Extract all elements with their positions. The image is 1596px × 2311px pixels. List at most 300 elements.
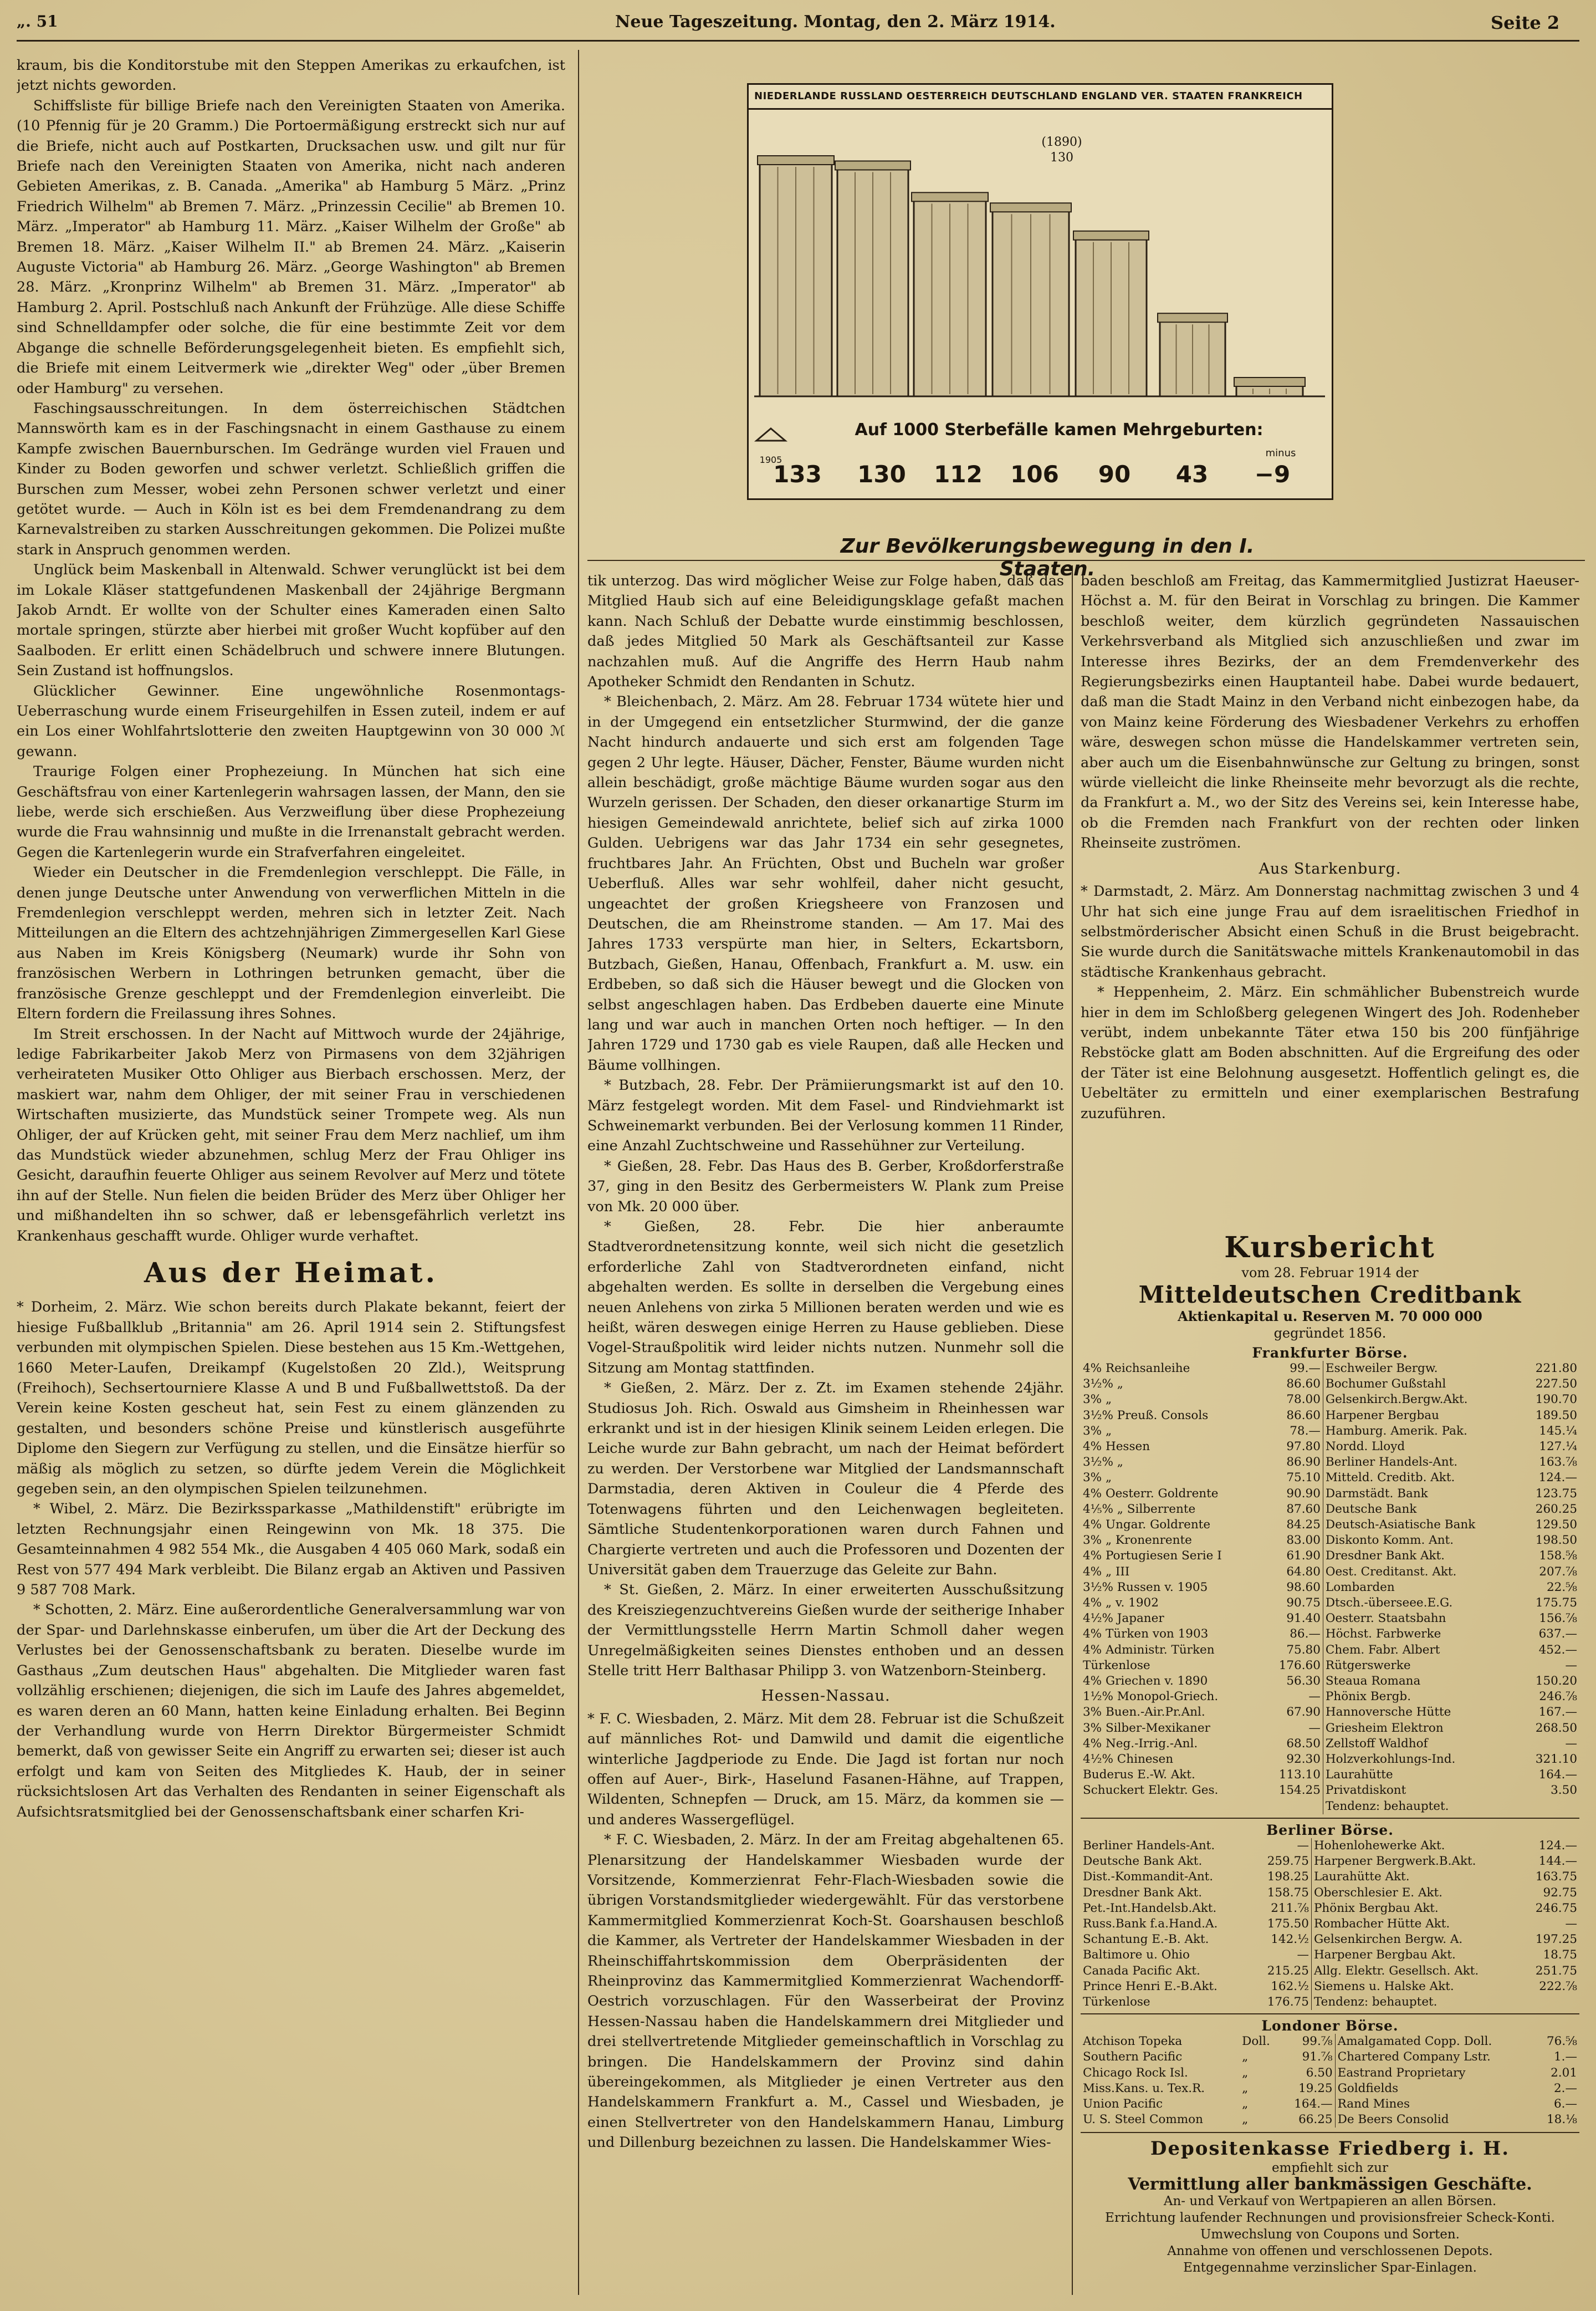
quote-name: 4% Neg.-Irrig.-Anl. (1083, 1736, 1198, 1751)
article-paragraph: * Butzbach, 28. Febr. Der Prämiierungsmarkt ist auf den 10. März festgelegt worden. Mit dem Fasel- und Rindviehmarkt ist Schweinemarkt verbunden. Bei der Verlosung kommen 11 Rinder, eine Anzahl Zuchtschweine und Rassehühner zur Verteilung. (587, 1077, 1064, 1155)
quote-row (1081, 1517, 1579, 1533)
quote-row (1081, 1408, 1579, 1424)
quote-value: 124.— (1538, 1838, 1577, 1853)
quote-value: 215.25 (1254, 1963, 1311, 1979)
column-2 (587, 571, 1064, 2295)
quote-name: 3½% „ (1083, 1377, 1123, 1391)
quote-value: 198.50 (1535, 1533, 1577, 1548)
quote-name: Phönix Bergbau Akt. (1313, 1901, 1439, 1915)
quote-row (1081, 1376, 1579, 1392)
quote-name: Baltimore u. Ohio (1083, 1948, 1190, 1962)
quote-name: Pet.-Int.Handelsb.Akt. (1083, 1901, 1217, 1915)
quote-name: Steaua Romana (1325, 1674, 1421, 1688)
article-paragraph: Traurige Folgen einer Prophezeiung. In München hat sich eine Geschäftsfrau von einer Kartenlegerin wahrsagen lassen, der Mann, den sie liebe, werde sich erschießen. Aus Verzweiflung über diese Prophezeiung wurde die Frau wahnsinnig und mußte in die Irrenanstalt gebracht werden. Gegen die Kartenlegerin wurde ein Strafverfahren eingeleitet. (17, 763, 565, 861)
quote-name: Prince Henri E.-B.Akt. (1083, 1979, 1218, 1993)
quote-value: 92.30 (1264, 1752, 1323, 1767)
divider (1081, 2132, 1579, 2133)
hessen-nassau-articles (587, 1709, 1064, 2153)
quote-name: Russ.Bank f.a.Hand.A. (1083, 1916, 1218, 1931)
column-1 (17, 55, 565, 2300)
quote-row (1081, 1705, 1579, 1720)
depositenkasse-line: Errichtung laufender Rechnungen und provisionsfreier Scheck-Konti. (1105, 2211, 1555, 2226)
quote-value: 176.75 (1254, 1994, 1311, 2010)
quote-row (1081, 1869, 1579, 1885)
quote-value: 99.— (1264, 1361, 1323, 1376)
chart-caption: Zur Bevölkerungsbewegung in den I. Staaten. (840, 535, 1255, 580)
quote-row (1081, 1838, 1579, 1854)
quote-value: 61.90 (1264, 1548, 1323, 1564)
quote-name: Gelsenkirchen Bergw. A. (1313, 1932, 1463, 1947)
quote-name: Berliner Handels-Ant. (1325, 1455, 1458, 1470)
quote-value: 1.— (1553, 2050, 1577, 2064)
quote-name: Doll. (1242, 2034, 1270, 2049)
quote-name: 3% Buen.-Air.Pr.Anl. (1083, 1705, 1205, 1720)
quote-value: 163.75 (1535, 1870, 1577, 1884)
quote-name: Deutsch-Asiatische Bank (1325, 1518, 1476, 1532)
quote-name: Mitteld. Creditb. Akt. (1325, 1471, 1455, 1485)
quote-name: Tendenz: behauptet. (1313, 1994, 1438, 2009)
divider (1081, 2013, 1579, 2014)
quote-name: Union Pacific (1083, 2096, 1163, 2111)
quote-name: Diskonto Komm. Ant. (1325, 1533, 1454, 1548)
article-paragraph: Wieder ein Deutscher in die Fremdenlegion verschleppt. Die Fälle, in denen junge Deutsche unter Anwendung von verwerflichen Mitteln in die Fremdenlegion verschleppt werden, mehren sich in letzter Zeit. Nach Mitteilungen an die Eltern des achtzehnjährigen Zimmergesellen Karl Giese aus Naben im Kreis Königsberg (Neumark) wurde ihr Sohn von französischen Werbern in Lothringen betrunken gemacht, über die französische Grenze geschleppt und der Fremdenlegion einverleibt. Die Eltern fordern die Freilassung ihres Sohnes. (17, 864, 565, 1023)
depositenkasse-title: Depositenkasse Friedberg i. H. (1150, 2137, 1510, 2160)
quote-value: 75.10 (1264, 1470, 1323, 1486)
chart-bar-deutschland (990, 203, 1071, 396)
quote-value: 91.40 (1264, 1611, 1323, 1626)
newspaper-title: Neue Tageszeitung. Montag, den 2. März 1914. (615, 12, 1056, 32)
chart-bar-russland (835, 161, 910, 396)
quote-row (1081, 1854, 1579, 1869)
article-paragraph: * Bleichenbach, 2. März. Am 28. Februar 1734 wütete hier und in der Umgegend ein entsetzlicher Sturmwind, der die ganze Nacht hindurch andauerte und sich erst am folgenden Tage gegen 2 Uhr legte. Häuser, Dächer, Fenster, Bäume wurden nicht allein beschädigt, große mächtige Bäume wurden sogar aus den Wurzeln gerissen. Der Schaden, den dieser orkanartige Sturm im hiesigen Gemeindewald anrichtete, belief sich auf zirka 1000 Gulden. Uebrigens war das Jahr 1734 ein sehr gesegnetes, fruchtbares Jahr. An Früchten, Obst und Bucheln war großer Ueberfluß. Alles war sehr wohlfeil, daher nicht gesucht, ungeachtet der großen Kriegsheere von Franzosen und Deutschen, die am Rheinstrome standen. — Am 17. Mai des Jahres 1733 verspürte man hier, in Selters, Eckartsborn, Butzbach, Gießen, Hanau, Offenbach, Frankfurt a. M. usw. ein Erdbeben, so daß sich die Häuser bewegt und die Glocken von selbst angeschlagen haben. Das Erdbeben dauerte eine Minute lang und war auch in manchen Orten noch heftiger. — In den Jahren 1729 und 1730 gab es viele Raupen, daß alle Hecken und Bäume vollhingen. (587, 693, 1064, 1074)
berlin-table (1081, 1838, 1579, 2010)
quote-value (1522, 1994, 1579, 2010)
quote-name: Dresdner Bank Akt. (1083, 1885, 1203, 1900)
quote-value: 84.25 (1264, 1517, 1323, 1533)
chart-plot (749, 108, 1332, 498)
quote-row (1081, 1424, 1579, 1439)
quote-value: 637.— (1538, 1627, 1577, 1641)
depositenkasse-line: An- und Verkauf von Wertpapieren an allen Börsen. (1163, 2194, 1497, 2209)
quote-value: — (1565, 1736, 1577, 1751)
quote-row (1081, 1674, 1579, 1689)
quote-name: Berliner Handels-Ant. (1083, 1838, 1215, 1853)
quote-name: Allg. Elektr. Gesellsch. Akt. (1313, 1963, 1479, 1978)
chart-value-label: 106 (1010, 461, 1059, 488)
depositenkasse-line: Vermittlung aller bankmässigen Geschäfte. (1128, 2175, 1532, 2195)
quote-name: Gelsenkirch.Bergw.Akt. (1325, 1392, 1468, 1407)
quote-value: 158.75 (1254, 1885, 1311, 1901)
article-paragraph: * Dorheim, 2. März. Wie schon bereits durch Plakate bekannt, feiert der hiesige Fußballklub „Britannia" am 26. April 1914 sein 2. Stiftungsfest verbunden mit olympischen Spielen. Diese bestehen aus 15 Km.-Wettgehen, 1660 Meter-Laufen, Dreikampf (Kugelstoßen 20 Zld.), Weitsprung (Freihoch), Sechsertourniere Klasse A und B und Fußballwettstoß. Da der Verein keine Kosten gescheut hat, sein Fest zu einem glänzenden zu gestalten, und besonders schöne Preise und künstlerisch ausgeführte Diplome den Siegern zur Verfügung zu stellen, und die Einsätze hierfür so mäßig als möglich zu setzen, so dürfte jedem Verein die Möglichkeit gegeben sein, an den olympischen Spielen teilzunehmen. (17, 1299, 565, 1498)
page-label: Seite 2 (1491, 12, 1560, 33)
quote-value: 124.— (1538, 1471, 1577, 1485)
kursbericht (1081, 1231, 1579, 2276)
quote-name: Atchison Topeka (1083, 2034, 1183, 2049)
column-rule-2 (1072, 565, 1073, 2295)
chart-note-year: (1890) (1041, 135, 1082, 149)
quote-value: 99.⅞ (1281, 2034, 1335, 2049)
article-paragraph: * F. C. Wiesbaden, 2. März. In der am Freitag abgehaltenen 65. Plenarsitzung der Handelskammer Wiesbaden wurde der Vorsitzende, Kommerzienrat Fehr-Flach-Wiesbaden sowie die übrigen Vorstandsmitglieder wiedergewählt. Für das verstorbene Kammermitglied Kommerzienrat Koch-St. Goarshausen beschloß die Kammer, als Vertreter der Handelskammer Wiesbaden in der Rheinschiffahrtskommission dem Oberpräsidenten der Rheinprovinz das Kammermitglied Kommerzienrat Wachendorff-Oestrich vorzuschlagen. Für den Wasserbeirat der Provinz Hessen-Nassau haben die Handelskammern drei Mitglieder und drei stellvertretende Mitglieder gemeinschaftlich in Vorschlag zu bringen. Die Handelskammern der Provinz sind dahin übereingekommen, als Mitglieder je einen Vertreter aus den Handelskammern Frankfurt a. M., Cassel und Wiesbaden, je einen Stellvertreter von den Handelskammern Hanau, Limburg und Dillenburg bezeichnen zu lassen. Die Handelskammer Wies- (587, 1832, 1064, 2151)
quote-value: 321.10 (1535, 1752, 1577, 1767)
chart-bar-capital (1073, 231, 1149, 240)
quote-value: — (1565, 1658, 1577, 1672)
quote-value: 22.⅝ (1546, 1580, 1577, 1594)
article-paragraph: * Gießen, 28. Febr. Die hier anberaumte Stadtverordnetensitzung konnte, weil sich nicht die gesetzlich erforderliche Zahl von Stadtverordneten einfand, nicht abgehalten werden. Es sollte in derselben die Vergebung eines neuen Anlehens von zirka 5 Millionen beraten werden und wie es heißt, wären deswegen einige Herren zu Hause geblieben. Diese Vogel-Straußpolitik wird leider nichts nutzen. Nunmehr soll die Sitzung am Montag stattfinden. (587, 1218, 1064, 1376)
quote-name: Hohenlohewerke Akt. (1313, 1838, 1445, 1853)
kursbericht-founded: gegründet 1856. (1273, 1325, 1387, 1341)
quote-value: 86.60 (1264, 1408, 1323, 1424)
quote-name: „ (1242, 2065, 1249, 2080)
quote-name: Laurahütte Akt. (1313, 1870, 1410, 1884)
quote-name (1081, 1799, 1264, 1814)
chart-emblem-icon (756, 428, 785, 441)
quote-value: 260.25 (1535, 1502, 1577, 1516)
page-number: „. 51 (17, 12, 58, 30)
kursbericht-capital: Aktienkapital u. Reserven M. 70 000 000 (1178, 1308, 1482, 1324)
header-rule (17, 40, 1579, 42)
quote-value: — (1565, 1916, 1577, 1931)
quote-name: 4⅕% „ Silberrente (1083, 1502, 1196, 1516)
quote-value: 92.75 (1543, 1885, 1577, 1900)
quote-name: 4½% Japaner (1083, 1611, 1164, 1626)
column-3 (1081, 571, 1579, 1214)
quote-row (1081, 1439, 1579, 1455)
quote-name: 4% Portugiesen Serie I (1083, 1549, 1222, 1563)
quote-row (1081, 1963, 1579, 1979)
quote-name: Schantung E.-B. Akt. (1083, 1932, 1209, 1947)
quote-value: 189.50 (1535, 1408, 1577, 1422)
quote-value: 90.90 (1264, 1486, 1323, 1502)
divider (1081, 1818, 1579, 1819)
birth-surplus-chart (747, 83, 1333, 500)
article-paragraph: * Darmstadt, 2. März. Am Donnerstag nachmittag zwischen 3 und 4 Uhr hat sich eine junge Frau auf dem israelitischen Friedhof in selbstmörderischer Absicht einen Schuß in die Brust beigebracht. Sie wurde durch die Sanitätswache mittels Krankenautomobil in das städtische Krankenhaus gebracht. (1081, 883, 1579, 981)
quote-name: 3½% „ (1083, 1455, 1123, 1470)
quote-row (1081, 1486, 1579, 1502)
quote-value: 150.20 (1535, 1674, 1577, 1688)
chart-value-label: 130 (857, 461, 906, 488)
quote-value: 91.⅞ (1281, 2049, 1335, 2065)
quote-row (1081, 1689, 1579, 1705)
quote-value: 6.— (1553, 2096, 1577, 2111)
quote-name: 4% Reichsanleihe (1083, 1361, 1190, 1375)
quote-name: Chartered Company Lstr. (1337, 2050, 1491, 2064)
quote-name: Southern Pacific (1083, 2050, 1183, 2064)
quote-value: 176.60 (1264, 1658, 1323, 1674)
quote-value: 3.50 (1551, 1783, 1577, 1798)
quote-name: Oberschlesier E. Akt. (1313, 1885, 1442, 1900)
quote-name: Bochumer Gußstahl (1325, 1377, 1446, 1391)
quote-name: 3% Silber-Mexikaner (1083, 1721, 1210, 1735)
quote-value: — (1254, 1838, 1311, 1854)
quote-name: Dtsch.-überseee.E.G. (1325, 1596, 1453, 1610)
quote-row (1081, 1658, 1579, 1674)
quote-name: Dresdner Bank Akt. (1325, 1549, 1445, 1563)
column-rule-1 (578, 50, 579, 2295)
quote-name: De Beers Consolid (1337, 2113, 1449, 2127)
quote-name: Phönix Bergb. (1325, 1690, 1411, 1704)
quote-row (1081, 1502, 1579, 1517)
quote-name: 3½% Preuß. Consols (1083, 1408, 1209, 1422)
quote-name: Harpener Bergbau (1325, 1408, 1439, 1422)
quote-name: Goldfields (1337, 2081, 1399, 2095)
quote-row (1081, 1392, 1579, 1407)
chart-subtitle: Auf 1000 Sterbefälle kamen Mehrgeburten: (855, 420, 1264, 440)
quote-row (1081, 1736, 1579, 1752)
quote-name: Privatdiskont (1325, 1783, 1406, 1798)
quote-name: 3% „ Kronenrente (1083, 1533, 1192, 1548)
quote-name: Zellstoff Waldhof (1325, 1736, 1428, 1751)
quote-value: 129.50 (1535, 1518, 1577, 1532)
quote-value: 86.— (1264, 1626, 1323, 1642)
quote-name: Türkenlose (1083, 1994, 1150, 2009)
quote-value: — (1254, 1947, 1311, 1963)
quote-value: — (1264, 1721, 1323, 1736)
chart-bar-capital (1234, 377, 1305, 386)
quote-row (1081, 1642, 1579, 1658)
quote-value: 175.75 (1535, 1596, 1577, 1610)
kursbericht-title: Kursbericht (1224, 1231, 1436, 1264)
quote-row (1081, 1361, 1579, 1376)
quote-name: Hannoversche Hütte (1325, 1705, 1451, 1720)
quote-name: 1½% Monopol-Griech. (1083, 1690, 1219, 1704)
quote-value: 164.— (1538, 1768, 1577, 1782)
chart-bar-niederlande (758, 156, 834, 396)
quote-value: 227.50 (1535, 1377, 1577, 1391)
quote-value: 142.½ (1254, 1932, 1311, 1947)
quote-row (1081, 1564, 1579, 1580)
chart-value-label: 43 (1175, 461, 1209, 488)
quote-row (1081, 1580, 1579, 1595)
quote-name: Deutsche Bank Akt. (1083, 1854, 1203, 1869)
quote-row (1081, 1626, 1579, 1642)
london-table (1081, 2034, 1579, 2128)
quote-row (1081, 1947, 1579, 1963)
quote-row (1081, 1548, 1579, 1564)
quote-name: Türkenlose (1083, 1658, 1150, 1672)
quote-value: 2.01 (1551, 2065, 1577, 2080)
quote-value: 145.¼ (1539, 1424, 1577, 1438)
quote-row (1081, 2112, 1579, 2128)
quote-value: 156.⅞ (1539, 1611, 1577, 1626)
quote-value: 164.— (1281, 2096, 1335, 2112)
article-paragraph: tik unterzog. Das wird möglicher Weise zur Folge haben, daß das Mitglied Haub sich auf eine Beleidigungsklage gefaßt machen kann. Nach Schluß der Debatte wurde einstimmig beschlossen, daß jedes Mitglied 50 Mark als Geschäftsanteil zur Kasse nachzahlen muß. Auf die Angriffe des Herrn Haub nahm Apotheker Schmidt den Rendanten in Schutz. (587, 573, 1064, 691)
quote-name: Schuckert Elektr. Ges. (1083, 1783, 1219, 1798)
chart-bar-capital (912, 192, 988, 201)
quote-name: 3% „ (1083, 1471, 1112, 1485)
column-1-articles (17, 55, 565, 1246)
depositenkasse-line: Annahme von offenen und verschlossenen Depots. (1167, 2244, 1493, 2259)
chart-bar-ver-staaten (1158, 313, 1227, 396)
quote-value: 123.75 (1535, 1486, 1577, 1501)
chart-bar-england (1073, 231, 1149, 396)
quote-name: Miss.Kans. u. Tex.R. (1083, 2081, 1205, 2095)
quote-row (1081, 1901, 1579, 1916)
kursbericht-date: vom 28. Februar 1914 der (1241, 1265, 1419, 1281)
chart-note-value: 130 (1050, 151, 1073, 165)
quote-value: 6.50 (1281, 2065, 1335, 2081)
quote-value: 175.50 (1254, 1916, 1311, 1932)
depositenkasse-line: Entgegennahme verzinslicher Spar-Einlagen. (1183, 2261, 1477, 2276)
chart-banner-text: NIEDERLANDE RUSSLAND OESTERREICH DEUTSCHLAND ENGLAND VER. STAATEN FRANKREICH (754, 90, 1303, 102)
quote-row (1081, 1533, 1579, 1548)
berlin-heading: Berliner Börse. (1266, 1822, 1394, 1838)
quote-value: 86.90 (1264, 1455, 1323, 1470)
quote-row (1081, 1994, 1579, 2010)
quote-value: 87.60 (1264, 1502, 1323, 1517)
quote-value: 198.25 (1254, 1869, 1311, 1885)
quote-name: Höchst. Farbwerke (1325, 1627, 1441, 1641)
frankfurt-table (1081, 1361, 1579, 1814)
quote-name: Dist.-Kommandit-Ant. (1083, 1870, 1214, 1884)
quote-name: Chicago Rock Isl. (1083, 2065, 1188, 2080)
quote-value: — (1264, 1689, 1323, 1705)
quote-name: „ (1242, 2050, 1249, 2064)
quote-name: 4% Ungar. Goldrente (1083, 1518, 1211, 1532)
quote-value: 67.90 (1264, 1705, 1323, 1720)
quote-row (1081, 1979, 1579, 1994)
section-heading-hessen-nassau: Hessen-Nassau. (761, 1687, 891, 1705)
quote-name: Deutsche Bank (1325, 1502, 1417, 1516)
column-3-articles (1081, 571, 1579, 854)
quote-name: Harpener Bergwerk.B.Akt. (1313, 1854, 1476, 1869)
quote-name: Rombacher Hütte Akt. (1313, 1916, 1450, 1931)
quote-value: 90.75 (1264, 1595, 1323, 1611)
quote-value: 167.— (1538, 1705, 1577, 1720)
section-heading-aus-der-heimat: Aus der Heimat. (144, 1256, 438, 1289)
quote-value: 2.— (1553, 2081, 1577, 2095)
aus-der-heimat-articles (17, 1297, 565, 1822)
quote-row (1081, 2065, 1579, 2081)
chart-country-banner (749, 85, 1332, 110)
london-heading: Londoner Börse. (1261, 2018, 1399, 2034)
chart-bar-capital (835, 161, 910, 170)
quote-row (1081, 2081, 1579, 2096)
quote-value: 251.75 (1535, 1963, 1577, 1978)
article-paragraph: Schiffsliste für billige Briefe nach den Vereinigten Staaten von Amerika. (10 Pfennig für je 20 Gramm.) Die Portoermäßigung erstreckt sich nur auf die Briefe, nicht auch auf Postkarten, Drucksachen usw. und gilt nur für Briefe nach den Vereinigten Staaten von Amerika, nicht nach anderen Gebieten Amerikas, z. B. Canada. „Amerika" ab Hamburg 5 März. „Prinz Friedrich Wilhelm" ab Bremen 7. März. „Prinzessin Cecilie" ab Bremen 10. März. „Imperator" ab Hamburg 11. März. „Kaiser Wilhelm der Große" ab Bremen 18. März. „Kaiser Wilhelm II." ab Bremen 24. März. „Kaiserin Auguste Victoria" ab Hamburg 26. März. „George Washington" ab Bremen 28. März. „Kronprinz Wilhelm" ab Bremen 31. März. „Imperator" ab Hamburg 2. April. Postschluß nach Ankunft der Frühzüge. Alle diese Schiffe sind Schnelldampfer oder solche, die für eine bestimmte Zeit vor dem Abgange die schnelle Beförderungsgelegenheit bieten. Es empfiehlt sich, die Briefe mit einem Leitvermerk wie „direkter Weg" oder „über Bremen oder Hamburg" zu versehen. (17, 97, 565, 397)
quote-value: 98.60 (1264, 1580, 1323, 1595)
quote-value: 268.50 (1535, 1721, 1577, 1735)
quote-row (1081, 2096, 1579, 2112)
quote-value: 259.75 (1254, 1854, 1311, 1869)
chart-bar-oesterreich (912, 192, 988, 396)
kursbericht-bank: Mitteldeutschen Creditbank (1138, 1281, 1522, 1308)
quote-value: 207.⅞ (1539, 1564, 1577, 1579)
depositenkasse-line: Umwechslung von Coupons und Sorten. (1200, 2227, 1460, 2242)
article-paragraph: Im Streit erschossen. In der Nacht auf Mittwoch wurde der 24jährige, ledige Fabrikarbeiter Jakob Merz von Pirmasens von dem 32jährigen verheirateten Musiker Otto Ohliger aus Bierbach erschossen. Merz, der maskiert war, nahm dem Ohliger, der mit seiner Frau in verschiedenen Wirtschaften musizierte, das Mundstück seiner Trompete weg. Als nun Ohliger, der auf Krücken geht, mit seiner Frau dem Merz nachlief, um ihm das Mundstück wieder abzunehmen, schlug Merz der Frau Ohliger ins Gesicht, daraufhin feuerte Ohliger aus seinem Revolver auf Merz und tötete ihn auf der Stelle. Nun fielen die beiden Brüder des Merz über Ohliger her und mißhandelten ihn so schwer, daß er lebensgefährlich verletzt ins Krankenhaus geschafft wurde. Ohliger wurde verhaftet. (17, 1026, 565, 1244)
quote-row (1081, 1885, 1579, 1901)
quote-row (1081, 1595, 1579, 1611)
quote-value: 78.00 (1264, 1392, 1323, 1407)
quote-value: 154.25 (1264, 1783, 1323, 1798)
quote-row (1081, 2034, 1579, 2049)
quote-value: 56.30 (1264, 1674, 1323, 1689)
quote-name: Chem. Fabr. Albert (1325, 1642, 1440, 1657)
quote-name: Tendenz: behauptet. (1325, 1799, 1449, 1813)
chart-minus-label: minus (1265, 447, 1296, 459)
chart-value-label: 112 (934, 461, 983, 488)
quote-name: 4% Türken von 1903 (1083, 1627, 1209, 1641)
quote-name: Rütgerswerke (1325, 1658, 1411, 1672)
quote-value: 452.— (1538, 1642, 1577, 1657)
quote-value: 97.80 (1264, 1439, 1323, 1455)
section-heading-starkenburg: Aus Starkenburg. (1259, 860, 1401, 878)
quote-value: 162.½ (1254, 1979, 1311, 1994)
quote-name: Darmstädt. Bank (1325, 1486, 1428, 1501)
quote-value: 66.25 (1281, 2112, 1335, 2128)
quote-value: 83.00 (1264, 1533, 1323, 1548)
quote-value: 68.50 (1264, 1736, 1323, 1752)
chart-bar-capital (990, 203, 1071, 212)
chart-bar-capital (1158, 313, 1227, 322)
quote-name: „ (1242, 2081, 1249, 2095)
quote-name: Siemens u. Halske Akt. (1313, 1979, 1454, 1993)
quote-name: „ (1242, 2096, 1249, 2111)
quote-value: 163.⅞ (1539, 1455, 1577, 1470)
article-paragraph: * St. Gießen, 2. März. In einer erweiterten Ausschußsitzung des Kreisziegenzuchtvereins Gießen wurde der seitherige Inhaber der Vermittlungsstelle Herrn Martin Schmoll daher wegen Unregelmäßigkeiten seines Dienstes enthoben und an dessen Stelle tritt Herr Balthasar Philipp 3. von Watzenborn-Steinberg. (587, 1582, 1064, 1679)
article-paragraph: Unglück beim Maskenball in Altenwald. Schwer verunglückt ist bei dem im Lokale Kläser stattgefundenen Maskenball der 24jährige Bergmann Jakob Arndt. Er wollte von der Schulter eines Kameraden einen Salto mortale springen, stürzte aber hierbei mit großer Wucht kopfüber auf den Saalboden. Er erlitt einen Schädelbruch und schwere innere Blutungen. Sein Zustand ist hoffnungslos. (17, 562, 565, 680)
quote-value (1521, 1799, 1579, 1814)
quote-row (1081, 1767, 1579, 1783)
chart-year-label: 1905 (759, 455, 782, 465)
article-paragraph: * Gießen, 2. März. Der z. Zt. im Examen stehende 24jähr. Studiosus Joh. Rich. Oswald aus Gimsheim in Rheinhessen war erkrankt und ist in der hiesigen Klinik seinem Leiden erlegen. Die Leiche wurde zur Bahn gebracht, um nach der Heimat befördert zu werden. Der Verstorbene war Mitglied der Landsmannschaft Darmstadia, deren Aktiven in Couleur die 4 Pferde des Totenwagens führten und den Leichenwagen begleiteten. Sämtliche Studentenkorporationen waren durch Fahnen und Chargierte vertreten und auch die Professoren und Dozenten der Universität gaben dem Trauerzuge das Geleite zur Bahn. (587, 1380, 1064, 1578)
article-paragraph: * F. C. Wiesbaden, 2. März. Mit dem 28. Februar ist die Schußzeit auf männliches Rot- und Damwild und damit die eigentliche winterliche Jagdperiode zu Ende. Die Jagd ist fortan nur noch offen auf Auer-, Birk-, Haselund Fasanen-Hähne, auf Trappen, Wildenten, Schnepfen — Druck, am 15. März, da kommen sie — und anderes Wassergeflügel. (587, 1710, 1064, 1828)
starkenburg-articles (1081, 881, 1579, 1124)
chart-value-label: −9 (1254, 461, 1291, 488)
quote-name: U. S. Steel Common (1083, 2113, 1203, 2127)
quote-name: Holzverkohlungs-Ind. (1325, 1752, 1456, 1767)
article-paragraph: Glücklicher Gewinner. Eine ungewöhnliche Rosenmontags-Ueberraschung wurde einem Friseurgehilfen in Essen zuteil, indem er auf ein Los einer Wohlfahrtslotterie den zweiten Hauptgewinn von 30 000 ℳ gewann. (17, 682, 565, 760)
depositenkasse-lines (1081, 2160, 1579, 2276)
quote-name: 4½% Chinesen (1083, 1752, 1174, 1767)
quote-value: 211.⅞ (1254, 1901, 1311, 1916)
quote-row (1081, 1721, 1579, 1736)
quote-name: 4% Oesterr. Goldrente (1083, 1486, 1219, 1501)
quote-name: Oest. Creditanst. Akt. (1325, 1564, 1457, 1579)
quote-value: 113.10 (1264, 1767, 1323, 1783)
quote-value: 144.— (1538, 1854, 1577, 1869)
article-paragraph: * Gießen, 28. Febr. Das Haus des B. Gerber, Kroßdorferstraße 37, ging in den Besitz des Gerbermeisters W. Plank zum Preise von Mk. 20 000 über. (587, 1157, 1064, 1215)
quote-value: 64.80 (1264, 1564, 1323, 1580)
quote-row (1081, 2049, 1579, 2065)
quote-row (1081, 1611, 1579, 1626)
quote-name: Buderus E.-W. Akt. (1083, 1768, 1195, 1782)
quote-value: 246.⅞ (1539, 1690, 1577, 1704)
quote-name: Eastrand Proprietary (1337, 2065, 1466, 2080)
chart-bar-capital (758, 156, 834, 165)
article-paragraph: * Schotten, 2. März. Eine außerordentliche Generalversammlung war von der Spar- und Darlehnskasse einberufen, um über die Art der Deckung des Verlustes bei der Genossenschaftsbank zu beraten. Dieselbe wurde im Gasthaus „Zum deutschen Haus" abgehalten. Die Mitglieder waren fast vollzählig erschienen; diejenigen, die sich im Laufe des Jahres abgemeldet, es waren deren an 60 Mann, hatten keine Einladung erhalten. Bei Beginn der Verhandlung wurde von Herrn Direktor Bürgermeister Schmidt bemerkt, daß von gewisser Seite ein Angriff zu erwarten sei; dieser ist auch erfolgt und kam von Seiten des Mitgliedes K. Haub, der in seiner rücksichtslosen Art das Verhalten des Rendanten in seiner Eigenschaft als Aufsichtsratsmitglied bei der Genossenschaftsbank einer scharfen Kri- (17, 1601, 565, 1820)
quote-row (1081, 1799, 1579, 1814)
frankfurt-heading: Frankfurter Börse. (1252, 1345, 1408, 1361)
quote-value: 221.80 (1535, 1361, 1577, 1375)
quote-name: 3% „ (1083, 1424, 1112, 1438)
quote-name: Eschweiler Bergw. (1325, 1361, 1438, 1375)
quote-value: 127.¼ (1539, 1440, 1577, 1454)
quote-value: 18.75 (1543, 1948, 1577, 1962)
quote-name: Oesterr. Staatsbahn (1325, 1611, 1446, 1626)
quote-name: Griesheim Elektron (1325, 1721, 1444, 1735)
quote-name: Harpener Bergbau Akt. (1313, 1948, 1456, 1962)
quote-name: Laurahütte (1325, 1768, 1393, 1782)
quote-value: 246.75 (1535, 1901, 1577, 1915)
quote-row (1081, 1470, 1579, 1486)
chart-value-label: 90 (1098, 461, 1131, 488)
quote-name: Nordd. Lloyd (1325, 1440, 1405, 1454)
article-paragraph: kraum, bis die Konditorstube mit den Steppen Amerikas zu erkaufchen, ist jetzt nichts geworden. (17, 57, 565, 94)
article-paragraph: * Heppenheim, 2. März. Ein schmählicher Bubenstreich wurde hier in dem im Schloßberg gelegenen Wingert des Joh. Rodenheber verübt, indem unbekannte Täter etwa 150 bis 200 fünfjährige Rebstöcke glatt am Boden abschnitten. Auf die Ergreifung des oder der Täter ist eine Belohnung ausgesetzt. Hoffentlich gelingt es, die Uebeltäter zu ermitteln und einer exemplarischen Bestrafung zuzuführen. (1081, 984, 1579, 1122)
quote-name: Canada Pacific Akt. (1083, 1963, 1200, 1978)
article-paragraph: * Wibel, 2. März. Die Bezirkssparkasse „Mathildenstift" erübrigte im letzten Rechnungsjahr einen Reingewinn von Mk. 18 375. Die Gesamteinnahmen 4 982 554 Mk., die Ausgaben 4 405 060 Mark, sodaß ein Rest von 577 494 Mark verbleibt. Die Bilanz ergab an Aktiven und Passiven 9 587 708 Mark. (17, 1501, 565, 1599)
quote-value: 190.70 (1535, 1392, 1577, 1407)
